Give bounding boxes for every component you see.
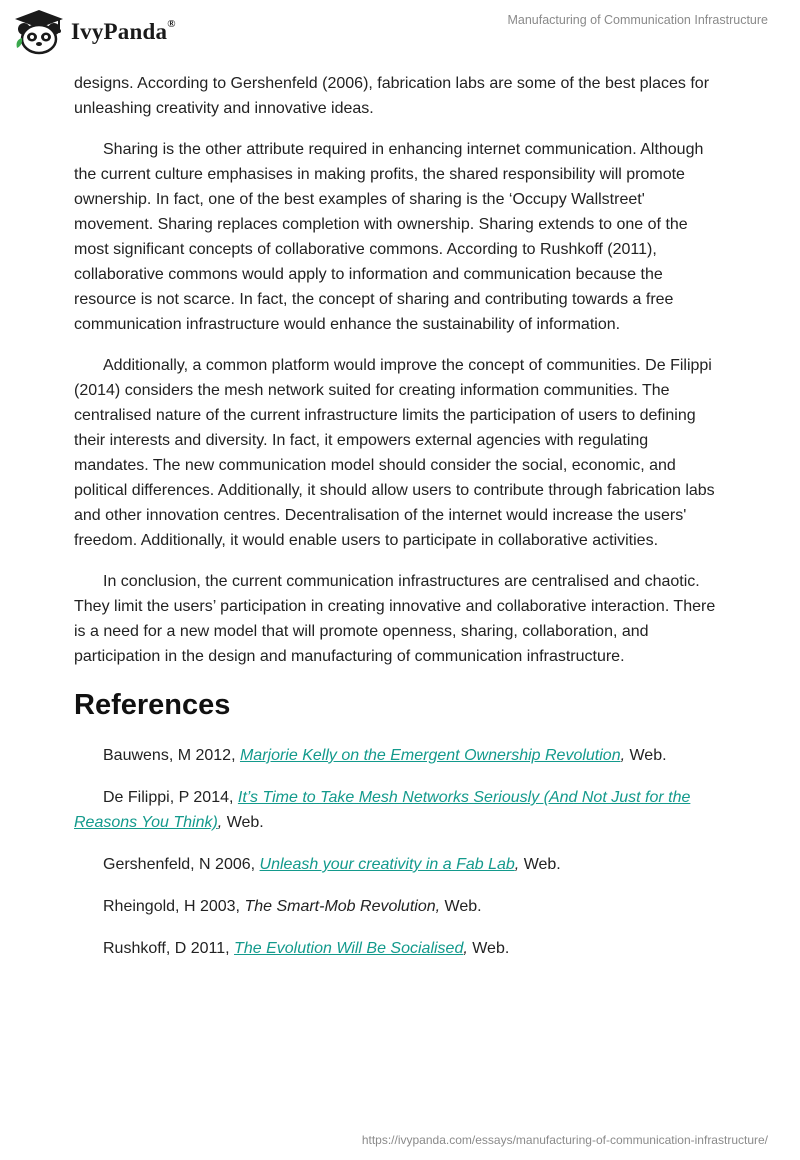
essay-body xyxy=(74,71,726,978)
paragraph: Additionally, a common platform would improve the concept of communities. De Filippi (2014) considers the mesh network suited for creating information communities. The centralised nature of the current infrastructure limits the participation of users to defining their interests and diversity. In fact, it empowers external agencies with regulating mandates. The new communication model should consider the social, economic, and political differences. Additionally, it should allow users to contribute through fabrication labs and other innovation centres. Decentralisation of the internet would increase the users' freedom. Additionally, it would enable users to participate in collaborative activities. xyxy=(74,357,715,549)
reference-item: Gershenfeld, N 2006, Unleash your creativity in a Fab Lab, Web. xyxy=(103,856,561,873)
reference-link[interactable]: It’s Time to Take Mesh Networks Seriously (And Not Just for the Reasons You Think) xyxy=(74,789,691,831)
reference-item: Rheingold, H 2003, The Smart-Mob Revolution, Web. xyxy=(103,898,482,915)
paragraph: Sharing is the other attribute required in enhancing internet communication. Although the current culture emphasises in making profits, the shared responsibility will promote ownership. In fact, one of the best examples of sharing is the ‘Occupy Wallstreet' movement. Sharing replaces completion with ownership. Sharing extends to one of the most significant concepts of collaborative commons. According to Rushkoff (2011), collaborative commons would apply to information and communication because the resource is not scarce. In fact, the concept of sharing and contributing towards a free communication infrastructure would enhance the sustainability of information. xyxy=(74,141,704,333)
reference-link[interactable]: Marjorie Kelly on the Emergent Ownership Revolution xyxy=(239,747,621,764)
footer-url: https://ivypanda.com/essays/manufacturing-of-communication-infrastructure/ xyxy=(361,1133,768,1147)
reference-link[interactable]: The Evolution Will Be Socialised xyxy=(234,940,464,957)
brand-name: IvyPanda® xyxy=(71,18,176,44)
document-title: Manufacturing of Communication Infrastructure xyxy=(507,13,768,27)
reference-item: Bauwens, M 2012, Marjorie Kelly on the Emergent Ownership Revolution, Web. xyxy=(103,747,667,764)
brand-logo[interactable] xyxy=(13,8,176,56)
paragraph: In conclusion, the current communication infrastructures are centralised and chaotic. They limit the users’ participation in creating innovative and collaborative interaction. There is a need for a new model that will promote openness, sharing, collaboration, and participation in the design and manufacturing of communication infrastructure. xyxy=(74,573,716,665)
reference-item: Rushkoff, D 2011, The Evolution Will Be Socialised, Web. xyxy=(103,940,510,957)
panda-graduate-icon xyxy=(13,8,65,56)
references-heading: References xyxy=(74,689,231,721)
reference-link[interactable]: Unleash your creativity in a Fab Lab xyxy=(259,856,515,873)
reference-title: The Smart-Mob Revolution, xyxy=(244,898,441,915)
paragraph: designs. According to Gershenfeld (2006), fabrication labs are some of the best places for unleashing creativity and innovative ideas. xyxy=(74,75,710,117)
page-header xyxy=(0,0,800,68)
reference-item: De Filippi, P 2014, It’s Time to Take Mesh Networks Seriously (And Not Just for the Reasons You Think), Web. xyxy=(74,789,691,831)
